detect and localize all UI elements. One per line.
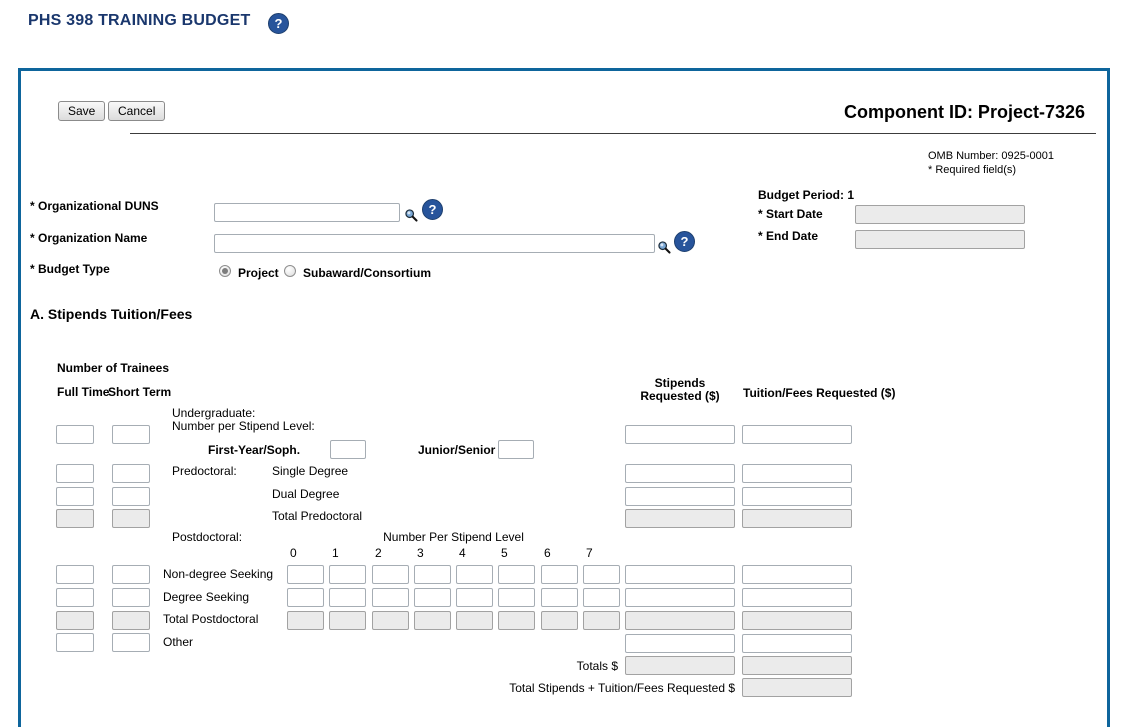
stipends-single-degree-input[interactable] — [625, 464, 735, 483]
organization-name-input[interactable] — [214, 234, 655, 253]
number-per-stipend-level-header: Number Per Stipend Level — [383, 530, 524, 544]
tuition-undergraduate-input[interactable] — [742, 425, 852, 444]
stipends-degree-seeking-input[interactable] — [625, 588, 735, 607]
start-date-input — [855, 205, 1025, 224]
budget-type-label: * Budget Type — [30, 262, 110, 276]
degree-seeking-level-7-input[interactable] — [583, 588, 620, 607]
organizational-duns-label: * Organizational DUNS — [30, 199, 159, 213]
total-postdoctoral-level-1-input — [329, 611, 366, 630]
stipends-undergraduate-input[interactable] — [625, 425, 735, 444]
grand-total-label: Total Stipends + Tuition/Fees Requested $ — [509, 681, 735, 695]
stipends-non-degree-input[interactable] — [625, 565, 735, 584]
undergraduate-sublabel: Number per Stipend Level: — [172, 419, 315, 433]
fulltime-single-degree-input[interactable] — [56, 464, 94, 483]
number-of-trainees-label: Number of Trainees — [57, 361, 170, 375]
start-date-label: * Start Date — [758, 207, 823, 221]
total-postdoctoral-level-7-input — [583, 611, 620, 630]
total-postdoctoral-level-5-input — [498, 611, 535, 630]
shortterm-dual-degree-input[interactable] — [112, 487, 150, 506]
fulltime-other-input[interactable] — [56, 633, 94, 652]
junior-senior-input[interactable] — [498, 440, 534, 459]
degree-seeking-level-6-input[interactable] — [541, 588, 578, 607]
page-title: PHS 398 TRAINING BUDGET — [28, 12, 251, 29]
tuition-fees-header: Tuition/Fees Requested ($) — [743, 386, 896, 400]
undergraduate-label: Undergraduate: — [172, 406, 256, 420]
budget-type-subaward-radio[interactable] — [284, 265, 296, 277]
shortterm-single-degree-input[interactable] — [112, 464, 150, 483]
non-degree-level-0-input[interactable] — [287, 565, 324, 584]
degree-seeking-level-4-input[interactable] — [456, 588, 493, 607]
non-degree-level-3-input[interactable] — [414, 565, 451, 584]
degree-seeking-level-2-input[interactable] — [372, 588, 409, 607]
budget-period-label: Budget Period: 1 — [758, 188, 855, 202]
total-postdoctoral-level-4-input — [456, 611, 493, 630]
non-degree-level-2-input[interactable] — [372, 565, 409, 584]
level-column-0: 0 — [290, 546, 297, 560]
predoctoral-label: Predoctoral: — [172, 464, 237, 478]
degree-seeking-level-3-input[interactable] — [414, 588, 451, 607]
shortterm-total-postdoctoral-input — [112, 611, 150, 630]
junior-senior-label: Junior/Senior — [418, 443, 496, 457]
shortterm-other-input[interactable] — [112, 633, 150, 652]
shortterm-undergraduate-input[interactable] — [112, 425, 150, 444]
save-button[interactable]: Save — [58, 101, 105, 121]
totals-label: Totals $ — [576, 659, 618, 673]
level-column-4: 4 — [459, 546, 466, 560]
non-degree-level-7-input[interactable] — [583, 565, 620, 584]
duns-help-icon[interactable]: ? — [422, 199, 443, 220]
total-predoctoral-label: Total Predoctoral — [272, 509, 363, 523]
tuition-degree-seeking-input[interactable] — [742, 588, 852, 607]
level-column-2: 2 — [375, 546, 382, 560]
fulltime-non-degree-input[interactable] — [56, 565, 94, 584]
level-column-3: 3 — [417, 546, 424, 560]
end-date-input — [855, 230, 1025, 249]
single-degree-label: Single Degree — [272, 464, 349, 478]
other-label: Other — [163, 635, 194, 649]
non-degree-level-6-input[interactable] — [541, 565, 578, 584]
non-degree-level-1-input[interactable] — [329, 565, 366, 584]
first-year-label: First-Year/Soph. — [208, 443, 301, 457]
required-note: * Required field(s) — [928, 164, 1017, 176]
total-postdoctoral-level-6-input — [541, 611, 578, 630]
omb-number: OMB Number: 0925-0001 — [928, 150, 1054, 162]
total-postdoctoral-level-3-input — [414, 611, 451, 630]
fulltime-total-postdoctoral-input — [56, 611, 94, 630]
page-help-icon[interactable]: ? — [268, 13, 289, 34]
budget-type-project-label: Project — [238, 266, 279, 280]
short-term-label: Short Term — [108, 385, 172, 399]
degree-seeking-label: Degree Seeking — [163, 590, 250, 604]
total-postdoctoral-level-2-input — [372, 611, 409, 630]
end-date-label: * End Date — [758, 229, 819, 243]
header-divider — [130, 133, 1096, 134]
tuition-total-predoctoral-input — [742, 509, 852, 528]
non-degree-level-4-input[interactable] — [456, 565, 493, 584]
stipends-requested-header: Stipends Requested ($) — [640, 376, 720, 403]
tuition-other-input[interactable] — [742, 634, 852, 653]
non-degree-level-5-input[interactable] — [498, 565, 535, 584]
shortterm-total-predoctoral-input — [112, 509, 150, 528]
level-column-6: 6 — [544, 546, 551, 560]
level-column-7: 7 — [586, 546, 593, 560]
stipends-total-predoctoral-input — [625, 509, 735, 528]
stipends-other-input[interactable] — [625, 634, 735, 653]
fulltime-undergraduate-input[interactable] — [56, 425, 94, 444]
budget-type-subaward-label: Subaward/Consortium — [303, 266, 432, 280]
tuition-non-degree-input[interactable] — [742, 565, 852, 584]
non-degree-label: Non-degree Seeking — [163, 567, 274, 581]
total-postdoctoral-label: Total Postdoctoral — [163, 612, 259, 626]
section-a-heading: A. Stipends Tuition/Fees — [30, 306, 193, 322]
dual-degree-label: Dual Degree — [272, 487, 340, 501]
organization-lookup-icon[interactable] — [657, 240, 671, 254]
full-time-label: Full Time — [57, 385, 110, 399]
component-id: Component ID: Project-7326 — [843, 102, 1085, 122]
stipends-totals-input — [625, 656, 735, 675]
fulltime-dual-degree-input[interactable] — [56, 487, 94, 506]
grand-total-input — [742, 678, 852, 697]
postdoctoral-label: Postdoctoral: — [172, 530, 243, 544]
degree-seeking-level-1-input[interactable] — [329, 588, 366, 607]
organizational-duns-input[interactable] — [214, 203, 400, 222]
level-column-5: 5 — [501, 546, 508, 560]
stipends-dual-degree-input[interactable] — [625, 487, 735, 506]
fulltime-total-predoctoral-input — [56, 509, 94, 528]
cancel-button[interactable]: Cancel — [108, 101, 165, 121]
duns-lookup-icon[interactable] — [404, 208, 418, 222]
tuition-total-postdoctoral-input — [742, 611, 852, 630]
first-year-input[interactable] — [330, 440, 366, 459]
tuition-totals-input — [742, 656, 852, 675]
budget-type-project-radio[interactable] — [219, 265, 231, 277]
level-column-1: 1 — [332, 546, 339, 560]
degree-seeking-level-5-input[interactable] — [498, 588, 535, 607]
stipends-total-postdoctoral-input — [625, 611, 735, 630]
tuition-single-degree-input[interactable] — [742, 464, 852, 483]
tuition-dual-degree-input[interactable] — [742, 487, 852, 506]
fulltime-degree-seeking-input[interactable] — [56, 588, 94, 607]
shortterm-degree-seeking-input[interactable] — [112, 588, 150, 607]
organization-name-label: * Organization Name — [30, 231, 148, 245]
total-postdoctoral-level-0-input — [287, 611, 324, 630]
shortterm-non-degree-input[interactable] — [112, 565, 150, 584]
degree-seeking-level-0-input[interactable] — [287, 588, 324, 607]
organization-help-icon[interactable]: ? — [674, 231, 695, 252]
